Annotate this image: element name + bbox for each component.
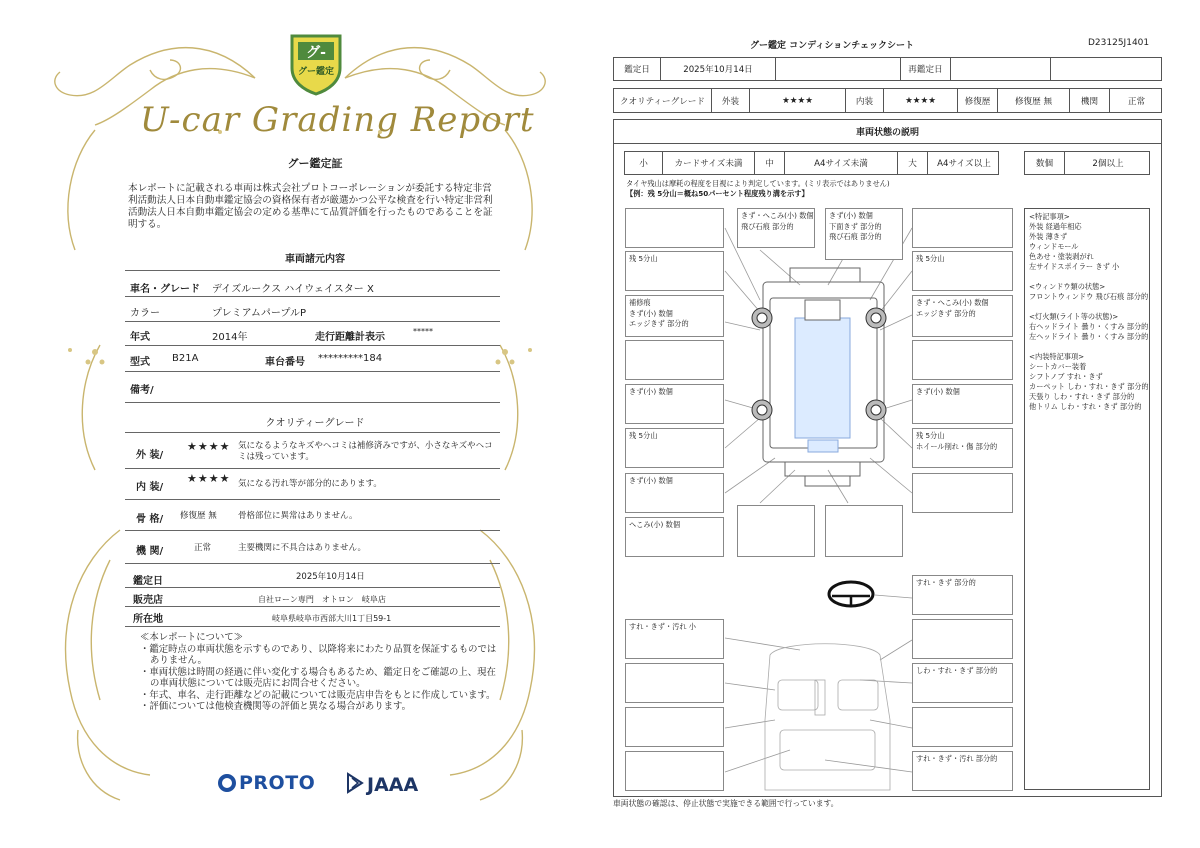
engine-value: 正常 [194, 543, 212, 553]
address-label: 所在地 [133, 614, 163, 625]
size-mid: 中 [755, 152, 785, 174]
damage-box-left-6: 残 5分山 [625, 428, 724, 468]
badge-label: グー鑑定 [297, 67, 334, 77]
divider [125, 371, 500, 372]
car-name-label: 車名・グレード [130, 284, 200, 295]
special-notes-panel [1024, 208, 1150, 790]
interior-box-right-3: しわ・すれ・きず 部分的 [912, 663, 1013, 703]
frame-value: 修復歴 無 [180, 511, 217, 521]
size-small: 小 [625, 152, 663, 174]
interior-stars: ★★★★ [187, 472, 231, 485]
damage-box-right-3: きず・へこみ(小) 数個 エッジきず 部分的 [912, 295, 1013, 337]
size-small-desc: カードサイズ未満 [663, 152, 755, 174]
year-value: 2014年 [212, 332, 248, 343]
footer-note: 車両状態の確認は、停止状態で実施できる範囲で行っています。 [613, 799, 839, 808]
tire-note: タイヤ残山は摩耗の程度を目視により判定しています。(ミリ表示ではありません) [626, 179, 890, 188]
car-name-value: デイズルークス ハイウェイスター X [212, 284, 374, 295]
damage-box-top-1: きず・へこみ(小) 数個 飛び石痕 部分的 [737, 208, 815, 248]
special-note-line [1029, 272, 1145, 282]
divider [125, 626, 500, 627]
jaaa-mark-icon [346, 772, 364, 794]
interior-box-left-3 [625, 707, 724, 747]
appraisal-date-value: 2025年10月14日 [296, 572, 365, 582]
special-note-line: 右ヘッドライト 曇り・くすみ 部分的 [1029, 322, 1149, 331]
special-note-line: 他トリム しわ・すれ・きず 部分的 [1029, 402, 1142, 411]
interior-box-right-5: すれ・きず・汚れ 部分的 [912, 751, 1013, 791]
engine-value: 正常 [1127, 96, 1146, 107]
damage-box-left-8: へこみ(小) 数個 [625, 517, 724, 557]
damage-box-right-7 [912, 473, 1013, 513]
exterior-note: 気になるようなキズやヘコミは補修済みですが、小さなキズやヘコミは残っています。 [238, 441, 493, 462]
special-note-line: 左ヘッドライト 曇り・くすみ 部分的 [1029, 332, 1149, 341]
special-note-line [1029, 342, 1145, 352]
special-note-line: <灯火類(ライト等の状態)> [1029, 312, 1119, 321]
special-note-line: カーペット しわ・すれ・きず 部分的 [1029, 382, 1149, 391]
interior-stars: ★★★★ [884, 89, 958, 112]
damage-box-left-2: 残 5分山 [625, 251, 724, 291]
proto-logo [218, 772, 315, 794]
special-note-line: <ウィンドウ類の状態> [1029, 282, 1106, 291]
damage-box-left-3: 補修痕 きず(小) 数個 エッジきず 部分的 [625, 295, 724, 337]
notice-item: ・車両状態は時間の経過に伴い変化する場合もあるため、鑑定日をご確認の上、現在の車両状態については販売店にお問合せください。 [140, 666, 496, 689]
certificate-title: グー鑑定証 [287, 157, 343, 170]
dealer-value: 自社ローン専門 オトロン 岐阜店 [258, 595, 386, 604]
notice-item: ・年式、車名、走行距離などの記載については販売店申告をもとに作成しています。 [140, 689, 496, 701]
divider [125, 270, 500, 271]
engine-note: 主要機関に不具合はありません。 [238, 543, 367, 553]
count-desc: 2個以上 [1092, 159, 1124, 169]
interior-box-right-4 [912, 707, 1013, 747]
damage-box-left-1 [625, 208, 724, 248]
date-label: 鑑定日 [614, 58, 661, 80]
exterior-stars: ★★★★ [750, 89, 846, 112]
interior-box-left-4 [625, 751, 724, 791]
special-note-line: 外装 経過年相応 [1029, 222, 1082, 231]
divider [125, 432, 500, 433]
divider [125, 563, 500, 564]
shield-icon [288, 30, 344, 96]
interior-note: 気になる汚れ等が部分的にあります。 [238, 479, 382, 489]
divider [125, 321, 500, 322]
special-note-line: ウィンドモール [1029, 242, 1079, 251]
special-note-line: <内装特記事項> [1029, 352, 1085, 361]
dealer-label: 販売店 [133, 595, 163, 606]
damage-box-left-4 [625, 340, 724, 380]
size-large-desc: A4サイズ以上 [937, 159, 991, 169]
interior-label: 内装 [846, 89, 884, 112]
reinspect-label: 再鑑定日 [901, 58, 951, 80]
damage-box-left-7: きず(小) 数個 [625, 473, 724, 513]
divider [125, 499, 500, 500]
document-id: D23125J1401 [1088, 38, 1150, 48]
notice-item: ・鑑定時点の車両状態を示すものであり、以降将来にわたり品質を保証するものではありません。 [140, 643, 497, 666]
count-label: 数個 [1025, 152, 1065, 174]
special-note-line: 色あせ・塗装剥がれ [1029, 252, 1094, 261]
certificate-statement: 本レポートに記載される車両は株式会社プロトコーポレーションが委託する特定非営利活動法人日本自動車鑑定協会の資格保有者が厳選かつ公平な検査を行い特定非営利活動法人日本自動車鑑定協会の定める基準にて品質評価を行ったものであることを証明する。 [128, 183, 493, 230]
interior-box-left-1: すれ・きず・汚れ 小 [625, 619, 724, 659]
divider [125, 587, 500, 588]
size-mid-desc: A4サイズ未満 [785, 152, 898, 174]
engine-label: 機 関/ [136, 546, 164, 557]
proto-logo-text: PROTO [239, 772, 316, 794]
spec-section-title: 車両諸元内容 [285, 254, 345, 265]
proto-mark-icon [218, 774, 236, 792]
chassis-number-label: 車台番号 [265, 357, 305, 368]
date-value: 2025年10月14日 [661, 58, 776, 80]
notice-title: ≪本レポートについて≫ [140, 632, 243, 643]
color-value: プレミアムパープルP [212, 308, 307, 319]
condition-title: 車両状態の説明 [614, 120, 1161, 144]
sheet-title: グー鑑定 コンディションチェックシート [750, 41, 914, 51]
divider [125, 402, 500, 403]
size-large: 大 [898, 152, 928, 174]
special-note-line: フロントウィンドウ 飛び石痕 部分的 [1029, 292, 1149, 301]
divider [125, 345, 500, 346]
damage-box-right-6: 残 5分山 ホイール削れ・傷 部分的 [912, 428, 1013, 468]
repair-history-label: 修復歴 [958, 89, 998, 112]
divider [125, 296, 500, 297]
special-note-line: 左サイドスポイラー きず 小 [1029, 262, 1120, 271]
interior-box-right-2 [912, 619, 1013, 659]
remarks-label: 備考/ [130, 385, 154, 396]
year-label: 年式 [130, 332, 150, 343]
quality-grade-label: クオリティーグレード [614, 89, 712, 112]
quality-section-title: クオリティーグレード [265, 418, 365, 429]
divider [125, 606, 500, 607]
damage-box-right-4 [912, 340, 1013, 380]
special-note-line: 外装 薄きず [1029, 232, 1068, 241]
address-value: 岐阜県岐阜市西部大川1丁目59-1 [272, 614, 392, 623]
frame-label: 骨 格/ [136, 514, 164, 525]
steering-wheel-icon [829, 582, 873, 606]
odometer-value: ***** [413, 327, 433, 336]
odometer-label: 走行距離計表示 [315, 332, 385, 343]
exterior-label: 外 装/ [136, 450, 164, 461]
svg-text:グ-: グ- [306, 45, 326, 61]
jaaa-logo-text: JAAA [367, 774, 419, 796]
exterior-stars: ★★★★ [187, 440, 231, 453]
interior-box-left-2 [625, 663, 724, 703]
model-code-value: B21A [172, 353, 199, 364]
engine-label: 機関 [1070, 89, 1110, 112]
frame-note: 骨格部位に異常はありません。 [238, 511, 358, 521]
chassis-number-value: *********184 [318, 353, 383, 364]
tire-example: 【例：残 5分山＝概ね50パーセント程度残り溝を示す】 [626, 189, 809, 198]
damage-box-top-2: きず(小) 数個 下面きず 部分的 飛び石痕 部分的 [825, 208, 903, 260]
damage-box-right-2: 残 5分山 [912, 251, 1013, 291]
special-note-line [1029, 302, 1145, 312]
special-note-line: 天張り しわ・すれ・きず 部分的 [1029, 392, 1135, 401]
appraisal-date-label: 鑑定日 [133, 576, 163, 587]
jaaa-logo [346, 772, 418, 796]
interior-box-right-1: すれ・きず 部分的 [912, 575, 1013, 615]
special-note-line: シートカバー装着 [1029, 362, 1087, 371]
special-note-line: シフトノブ すれ・きず [1029, 372, 1103, 381]
color-label: カラー [130, 308, 160, 319]
goo-appraisal-badge [288, 30, 344, 96]
damage-box-left-5: きず(小) 数個 [625, 384, 724, 424]
divider [125, 530, 500, 531]
condition-check-sheet [600, 0, 1200, 848]
report-title: U-car Grading Report [140, 100, 535, 140]
damage-box-bottom-2 [825, 505, 903, 557]
divider [125, 468, 500, 469]
special-note-line: <特記事項> [1029, 212, 1070, 221]
interior-label: 内 装/ [136, 482, 164, 493]
damage-box-right-1 [912, 208, 1013, 248]
damage-box-right-5: きず(小) 数個 [912, 384, 1013, 424]
damage-box-bottom-1 [737, 505, 815, 557]
exterior-label: 外装 [712, 89, 750, 112]
repair-history-value: 修復歴 無 [998, 89, 1070, 112]
report-notice [140, 632, 500, 713]
notice-item: ・評価については他検査機関等の評価と異なる場合があります。 [140, 701, 411, 712]
model-code-label: 型式 [130, 357, 150, 368]
